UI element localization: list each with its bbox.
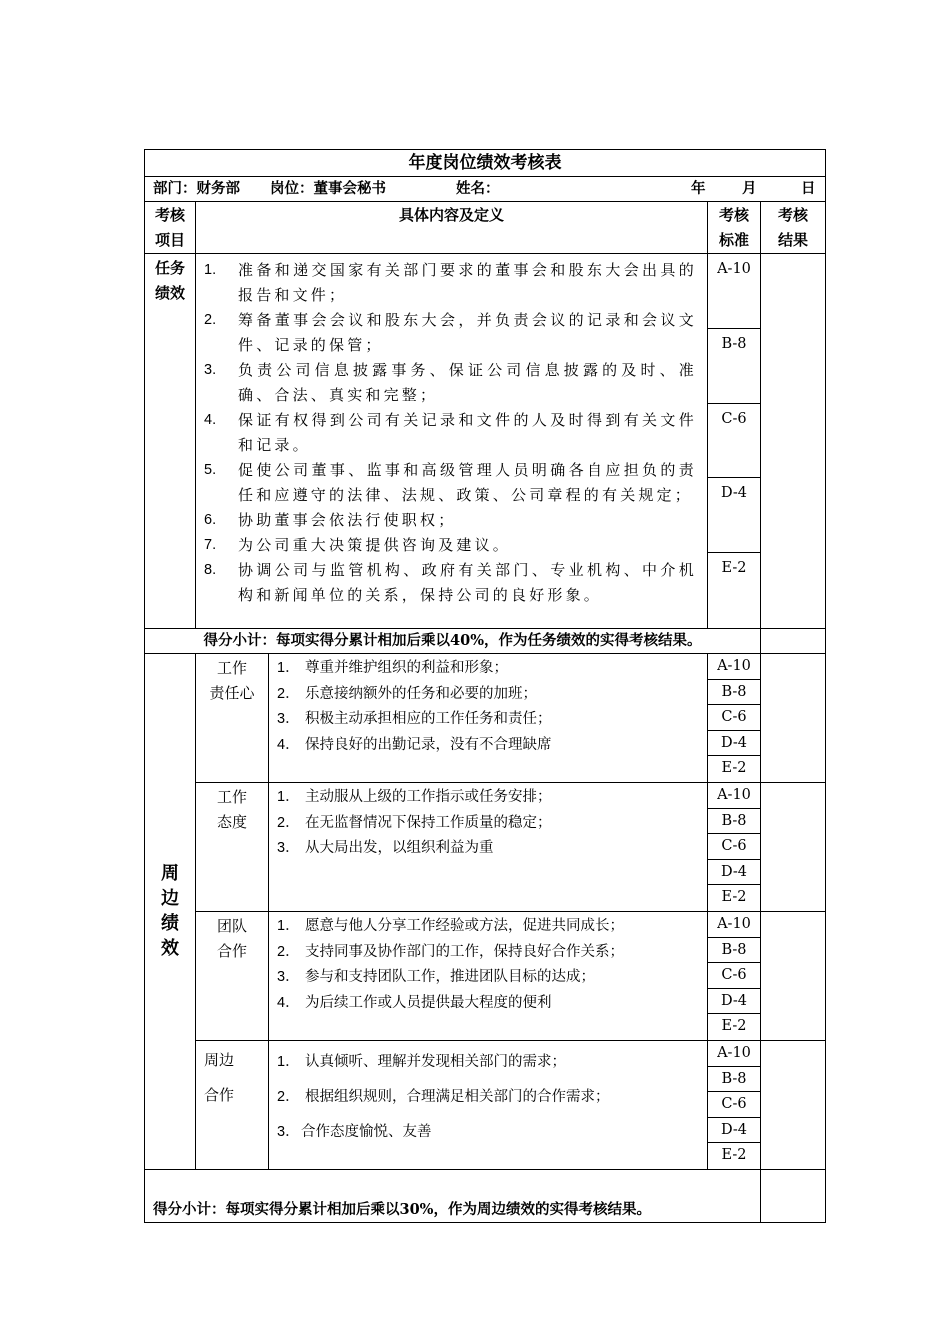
task-label-line1: 任务 <box>154 259 185 277</box>
task-item-number: 6. <box>204 512 217 528</box>
task-item-text: 保证有权得到公司有关记录和文件的人及时得到有关文件和记录。 <box>238 411 697 454</box>
peripheral-standard-a-10: A-10 <box>708 1041 760 1067</box>
header-item-line2: 项目 <box>154 231 185 249</box>
peripheral-item <box>277 682 703 708</box>
task-item-number: 3. <box>204 362 217 378</box>
peripheral-group-label <box>196 911 269 1040</box>
peripheral-item-number: 3． <box>277 1123 300 1140</box>
task-item <box>204 458 697 508</box>
task-item <box>204 558 697 608</box>
group-label-line1: 工作 <box>216 659 247 677</box>
peripheral-item-number: 1． <box>277 1053 300 1070</box>
peripheral-item-text: 认真倾听、理解并发现相关部门的需求； <box>305 1053 566 1070</box>
task-item-text: 协调公司与监管机构、政府有关部门、专业机构、中介机构和新闻单位的关系，保持公司的良好形象。 <box>238 561 697 604</box>
peripheral-group-label <box>196 782 269 911</box>
task-item-number: 7. <box>204 537 217 553</box>
peripheral-group-list <box>269 1041 707 1150</box>
peripheral-item-text: 主动服从上级的工作指示或任务安排； <box>305 788 552 805</box>
task-item <box>204 533 697 558</box>
peripheral-standard-c-6: C-6 <box>708 1092 760 1118</box>
task-label-line2: 绩效 <box>154 284 185 302</box>
peripheral-standard-d-4: D-4 <box>708 989 760 1015</box>
department-field: 部门：财务部 <box>153 180 240 197</box>
peripheral-item <box>277 965 703 991</box>
peripheral-group-result[interactable] <box>761 654 826 783</box>
task-item-number: 4. <box>204 412 217 428</box>
day-label: 日 <box>801 180 816 197</box>
peripheral-item-text: 支持同事及协作部门的工作，保持良好合作关系； <box>305 943 624 960</box>
peripheral-group-label <box>196 1040 269 1169</box>
peripheral-item-text: 参与和支持团队工作，推进团队目标的达成； <box>305 969 595 986</box>
peripheral-item-text: 愿意与他人分享工作经验或方法，促进共同成长； <box>305 917 624 934</box>
task-item-text: 促使公司董事、监事和高级管理人员明确各自应担负的责任和应遵守的法律、法规、政策、公司章程的有关规定； <box>238 461 697 504</box>
peripheral-label-chars <box>145 861 195 961</box>
peripheral-standard-e-2: E-2 <box>721 1147 747 1164</box>
peripheral-standard-a-10: A-10 <box>708 654 760 680</box>
task-item-text: 筹备董事会会议和股东大会，并负责会议的记录和会议文件、记录的保管； <box>238 311 697 354</box>
header-result-line1: 考核 <box>778 206 809 224</box>
header-content: 具体内容及定义 <box>196 202 708 254</box>
peripheral-label-char: 周 <box>161 863 179 885</box>
peripheral-standard-a-10: A-10 <box>708 912 760 938</box>
task-item-number: 8. <box>204 562 217 578</box>
info-row <box>145 177 826 202</box>
peripheral-group-content <box>269 1040 708 1169</box>
peripheral-item-number: 4． <box>277 736 300 753</box>
task-standard-list <box>708 254 760 628</box>
peripheral-standard-c-6: C-6 <box>708 963 760 989</box>
group-label-line2: 态度 <box>216 812 247 831</box>
header-item-line1: 考核 <box>154 206 185 224</box>
peripheral-standard-b-8: B-8 <box>708 680 760 706</box>
peripheral-item <box>277 733 703 759</box>
peripheral-item <box>277 785 703 811</box>
task-item-number: 5. <box>204 462 217 478</box>
peripheral-item <box>277 707 703 733</box>
peripheral-label-char: 绩 <box>161 913 179 935</box>
task-standard-a-10: A-10 <box>708 254 760 329</box>
peripheral-group-standards <box>708 782 761 911</box>
peripheral-group-result[interactable] <box>761 911 826 1040</box>
peripheral-group-result[interactable] <box>761 1040 826 1169</box>
header-standard <box>708 202 761 254</box>
peripheral-item <box>277 1115 703 1150</box>
peripheral-subtotal: 得分小计：每项实得分累计相加后乘以30%，作为周边绩效的实得考核结果。 <box>145 1169 761 1222</box>
peripheral-standard-d-4: D-4 <box>708 731 760 757</box>
peripheral-group-list <box>269 783 707 862</box>
peripheral-standard-e-2: E-2 <box>721 1018 747 1035</box>
task-item-text: 为公司重大决策提供咨询及建议。 <box>238 536 512 554</box>
year-label: 年 <box>691 180 706 197</box>
peripheral-item <box>277 914 703 940</box>
task-item <box>204 258 697 308</box>
peripheral-group-content <box>269 654 708 783</box>
peripheral-group-list <box>269 654 707 758</box>
task-item-text: 准备和递交国家有关部门要求的董事会和股东大会出具的报告和文件； <box>238 261 697 304</box>
peripheral-standard-c-6: C-6 <box>708 705 760 731</box>
peripheral-item-text: 保持良好的出勤记录，没有不合理缺席 <box>305 736 552 753</box>
peripheral-standard-c-6: C-6 <box>708 834 760 860</box>
peripheral-item-number: 3． <box>277 711 300 728</box>
peripheral-standard-d-4: D-4 <box>708 1118 760 1144</box>
peripheral-item-text: 尊重并维护组织的利益和形象； <box>305 660 508 676</box>
peripheral-group-content <box>269 782 708 911</box>
header-result-line2: 结果 <box>778 231 809 249</box>
peripheral-item-text: 在无监督情况下保持工作质量的稳定； <box>305 814 552 831</box>
peripheral-standard-b-8: B-8 <box>708 1067 760 1093</box>
peripheral-item-number: 2． <box>277 685 300 702</box>
task-result-cell[interactable] <box>761 254 826 629</box>
task-performance-label <box>145 254 196 629</box>
peripheral-standard-e-2: E-2 <box>721 889 747 906</box>
task-standard-b-8: B-8 <box>708 329 760 404</box>
peripheral-item-number: 2． <box>277 1088 300 1105</box>
peripheral-item-number: 2． <box>277 943 300 960</box>
group-label-line1: 团队 <box>216 916 247 935</box>
task-item-text: 协助董事会依法行使职权； <box>238 511 457 529</box>
peripheral-item <box>277 1080 703 1115</box>
peripheral-label-char: 效 <box>161 938 179 960</box>
appraisal-table <box>144 149 826 1223</box>
peripheral-standard-d-4: D-4 <box>708 860 760 886</box>
task-standard-e-2: E-2 <box>721 560 747 576</box>
task-subtotal: 得分小计：每项实得分累计相加后乘以40%，作为任务绩效的实得考核结果。 <box>145 629 761 654</box>
group-label-line1: 周边 <box>204 1050 235 1069</box>
task-item-number: 1. <box>204 262 217 278</box>
peripheral-standard-b-8: B-8 <box>708 809 760 835</box>
header-standard-line2: 标准 <box>718 231 749 249</box>
peripheral-performance-label <box>145 654 196 1170</box>
peripheral-item-text: 为后续工作或人员提供最大程度的便利 <box>305 994 552 1011</box>
peripheral-subtotal-result[interactable] <box>761 1169 826 1222</box>
peripheral-item-number: 4． <box>277 994 300 1011</box>
header-item <box>145 202 196 254</box>
peripheral-item <box>277 1045 703 1080</box>
peripheral-group-standards <box>708 1040 761 1169</box>
task-list <box>196 254 707 610</box>
peripheral-item <box>277 836 703 862</box>
task-item-number: 2. <box>204 312 217 328</box>
peripheral-group-standards <box>708 911 761 1040</box>
task-subtotal-result[interactable] <box>761 629 826 654</box>
peripheral-item-text: 合作态度愉悦、友善 <box>301 1123 432 1140</box>
month-label: 月 <box>742 180 757 197</box>
peripheral-standard-e-2: E-2 <box>721 760 747 777</box>
peripheral-item-number: 2． <box>277 814 300 831</box>
peripheral-item-text: 根据组织规则，合理满足相关部门的合作需求； <box>305 1088 610 1105</box>
peripheral-item-number: 3． <box>277 969 300 986</box>
form-title: 年度岗位绩效考核表 <box>145 150 826 177</box>
task-item <box>204 508 697 533</box>
task-item <box>204 358 697 408</box>
peripheral-group-content <box>269 911 708 1040</box>
group-label-line2: 责任心 <box>209 684 255 702</box>
peripheral-standard-a-10: A-10 <box>708 783 760 809</box>
task-item <box>204 408 697 458</box>
task-standard-c-6: C-6 <box>708 404 760 478</box>
peripheral-group-result[interactable] <box>761 782 826 911</box>
task-item-text: 负责公司信息披露事务、保证公司信息披露的及时、准确、合法、真实和完整； <box>238 361 697 404</box>
peripheral-item-text: 积极主动承担相应的工作任务和责任； <box>305 711 552 728</box>
peripheral-item-text: 从大局出发，以组织利益为重 <box>305 840 494 857</box>
header-standard-line1: 考核 <box>718 206 749 224</box>
peripheral-item-number: 1． <box>277 788 300 805</box>
peripheral-item-number: 1． <box>277 917 300 934</box>
peripheral-group-list <box>269 912 707 1016</box>
peripheral-item <box>277 940 703 966</box>
appraisal-form <box>144 149 825 1223</box>
peripheral-standard-b-8: B-8 <box>708 938 760 964</box>
group-label-line2: 合作 <box>216 941 247 960</box>
peripheral-group-standards <box>708 654 761 783</box>
group-label-line1: 工作 <box>216 787 247 806</box>
peripheral-item <box>277 656 703 682</box>
peripheral-item-text: 乐意接纳额外的任务和必要的加班； <box>305 685 537 702</box>
peripheral-item-number: 3． <box>277 840 300 857</box>
position-field: 岗位：董事会秘书 <box>270 180 386 197</box>
name-field: 姓名： <box>456 180 500 197</box>
peripheral-label-char: 边 <box>161 888 179 910</box>
task-standards <box>708 254 761 629</box>
group-label-line2: 合作 <box>204 1085 235 1104</box>
peripheral-group-label <box>196 654 269 783</box>
peripheral-item <box>277 811 703 837</box>
peripheral-item <box>277 991 703 1017</box>
peripheral-item-number: 1． <box>277 660 300 676</box>
task-standard-d-4: D-4 <box>708 478 760 553</box>
task-content <box>196 254 708 629</box>
header-result <box>761 202 826 254</box>
task-item <box>204 308 697 358</box>
